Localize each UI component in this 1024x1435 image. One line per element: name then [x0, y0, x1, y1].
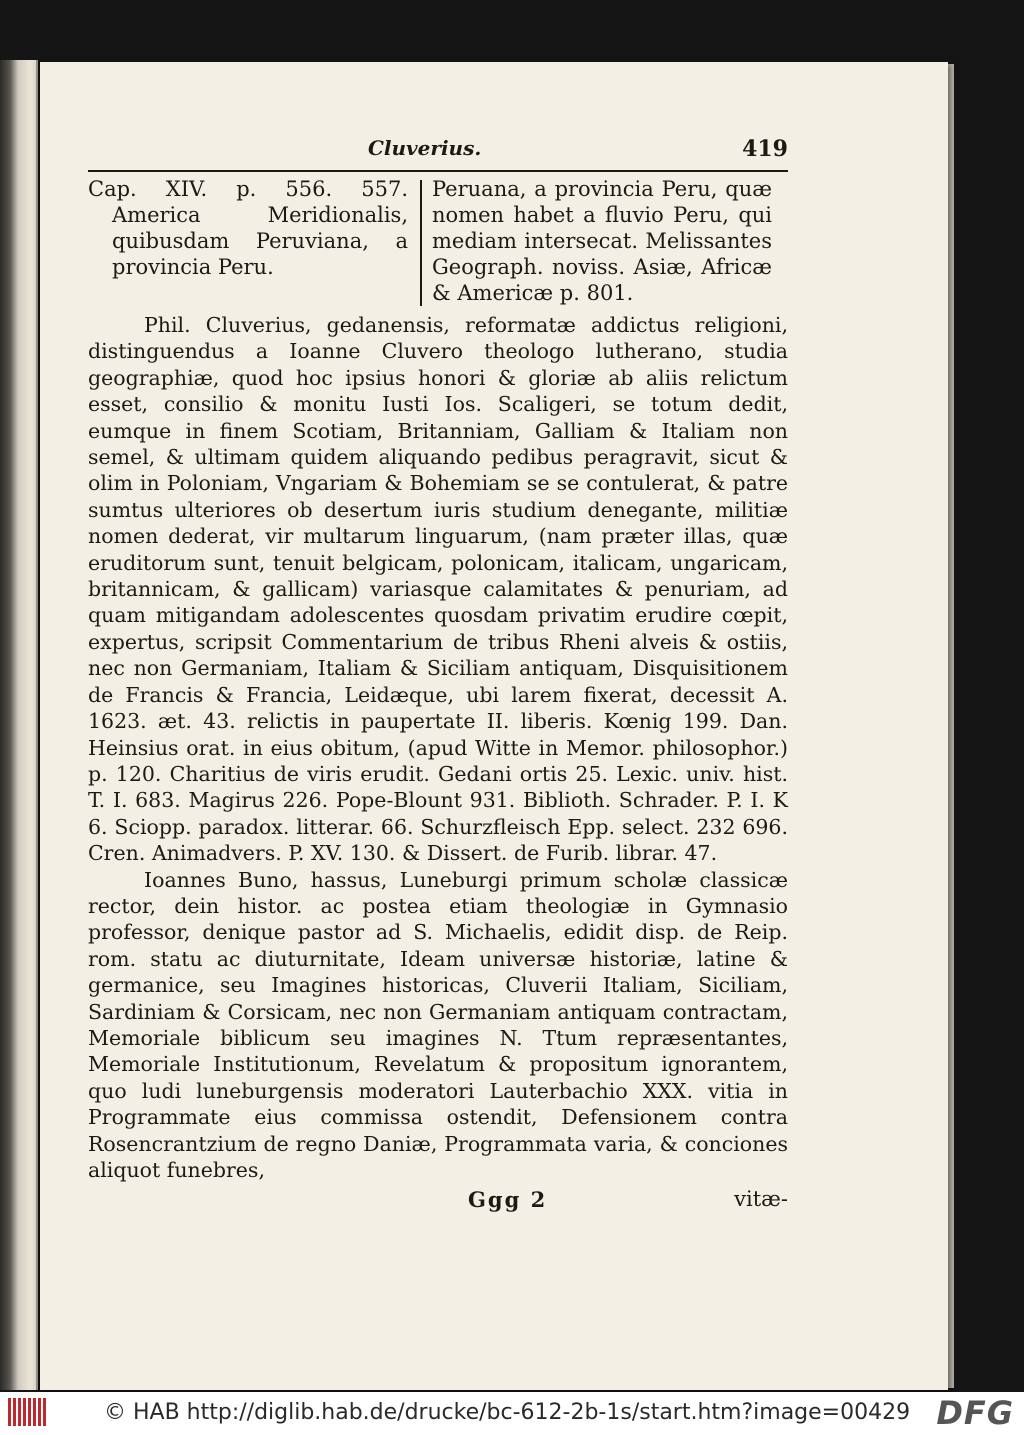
dfg-logo: DFG — [936, 1394, 1014, 1432]
right-column — [432, 176, 772, 306]
page-number: 419 — [742, 136, 788, 162]
book-page — [40, 62, 948, 1390]
paragraph-cluverius: Phil. Cluverius, gedanensis, reformatæ addictus religioni, distinguendus a Ioanne Cluvero theologo lutherano, studia geographiæ, quod hoc ipsius honori & gloriæ ab aliis relictum esset, consilio & monitu Iusti Ios. Scaligeri, se totum dedit, eumque in finem Scotiam, Britanniam, Galliam & Italiam non semel, & ultimam quidem aliquando pedibus peragravit, sicut & olim in Poloniam, Vngariam & Bohemiam se se contulerat, & patre sumtus ulteriores ob desertum iuris studium denegante, militiæ nomen dederat, vir multarum linguarum, (nam præter illas, quæ eruditorum sunt, tenuit belgicam, polonicam, italicam, ungaricam, britannicam, & gallicam) variasque calamitates & penuriam, ad quam mitigandam adolescentes quosdam privatim erudire cœpit, expertus, scripsit Commentarium de tribus Rheni alveis & ostiis, nec non Germaniam, Italiam & Siciliam antiquam, Disquisitionem de Francis & Francia, Leidæque, ubi larem fixerat, decessit A. 1623. æt. 43. relictis in paupertate II. liberis. Kœnig 199. Dan. Heinsius orat. in eius obitum, (apud Witte in Memor. philosophor.) p. 120. Charitius de viris erudit. Gedani ortis 25. Lexic. univ. hist. T. I. 683. Magirus 226. Pope-Blount 931. Biblioth. Schrader. P. I. K 6. Sciopp. paradox. litterar. 66. Schurzfleisch Epp. select. 232 696. Cren. Animadvers. P. XV. 130. & Dissert. de Furib. librar. 47. — [88, 313, 788, 866]
column-divider — [420, 180, 422, 306]
running-head-title: Cluverius. — [368, 136, 482, 160]
footer-url[interactable]: © HAB http://diglib.hab.de/drucke/bc-612-2b-1s/start.htm?image=00429 — [104, 1400, 911, 1425]
body-text — [88, 312, 788, 1183]
paragraph-buno: Ioannes Buno, hassus, Luneburgi primum scholæ classicæ rector, dein histor. ac postea etiam theologiæ in Gymnasio professor, denique pastor ad S. Michaelis, edidit disp. de Reip. rom. statu ac diuturnitate, Ideam universæ historiæ, latine & germanice, seu Imagines historicas, Cluverii Italiam, Siciliam, Sardiniam & Corsicam, nec non Germaniam antiquam contractam, Memoriale biblicum seu imagines N. Ttum repræsentantes, Memoriale Institutionum, Revelatum & propositum ignorantem, quo ludi luneburgensis moderatori Lauterbachio XXX. vitia in Programmate eius commissa ostendit, Defensionem contra Rosencrantzium de regno Daniæ, Programmata varia, & conciones aliquot funebres, — [88, 867, 788, 1182]
signature-mark: Ggg 2 — [468, 1187, 548, 1213]
catchword: vitæ- — [734, 1187, 788, 1212]
left-column-text: Cap. XIV. p. 556. 557. America Meridionalis, quibusdam Peruviana, a provincia Peru. — [88, 177, 408, 279]
page-edge — [948, 64, 954, 1388]
viewer-footer — [0, 1392, 1024, 1435]
running-head — [88, 136, 788, 168]
book-spine — [0, 60, 38, 1390]
right-column-text: Peruana, a provincia Peru, quæ nomen habet a fluvio Peru, qui mediam intersecat. Melissantes Geograph. noviss. Asiæ, Africæ & Americæ p. 801. — [432, 177, 772, 305]
page-bottom — [88, 1187, 788, 1217]
text-block — [88, 136, 788, 1217]
two-column-entry — [88, 176, 788, 306]
hab-barcode-icon — [8, 1398, 48, 1428]
left-column — [88, 176, 416, 306]
header-rule — [88, 170, 788, 172]
